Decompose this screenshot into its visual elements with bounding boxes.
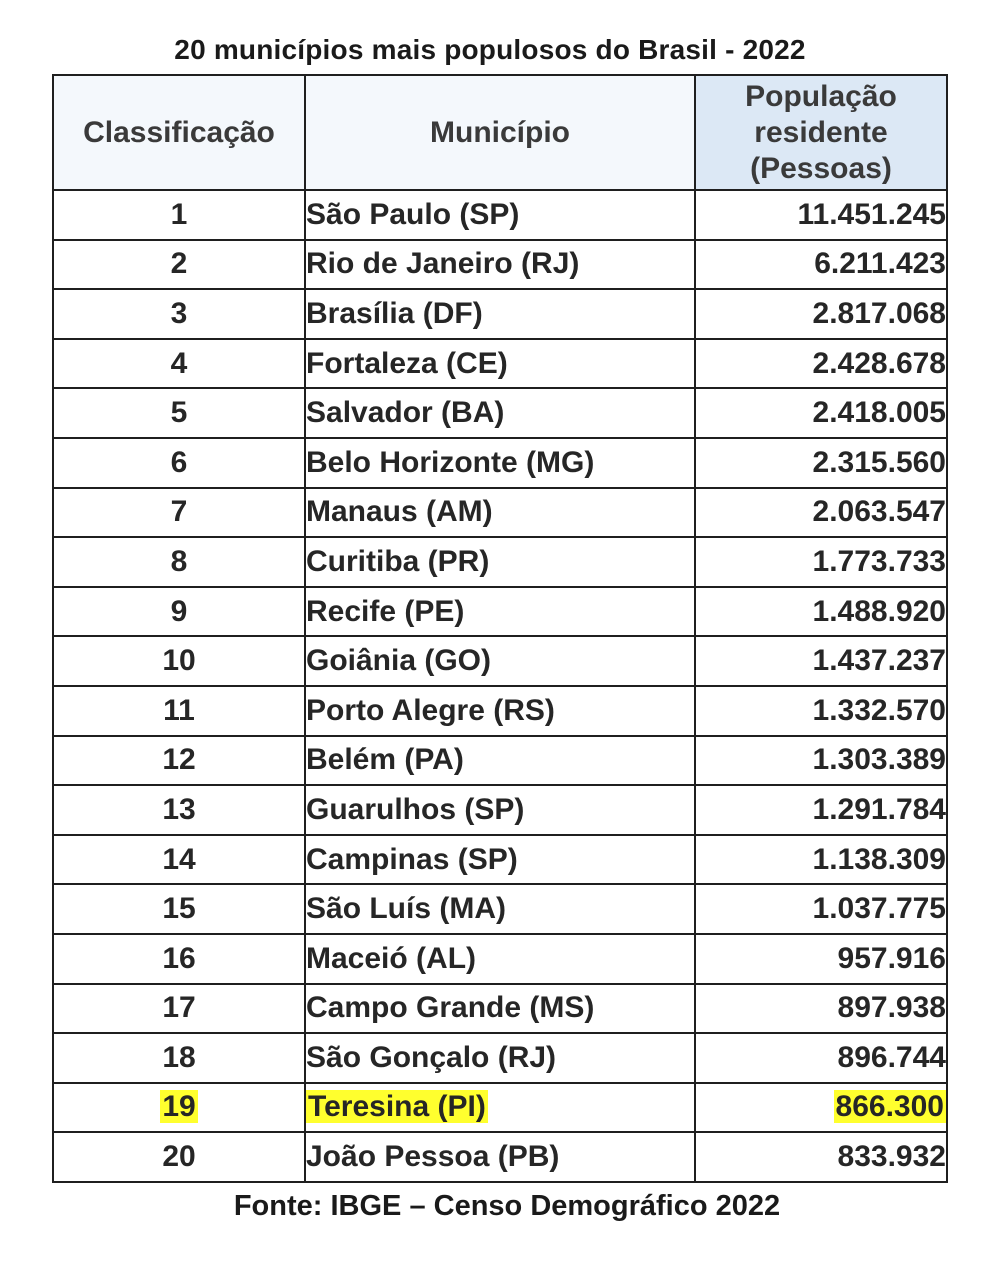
header-municipio: Município — [305, 75, 695, 190]
population-cell-text: 1.138.309 — [812, 842, 946, 876]
city-cell — [305, 1083, 695, 1133]
city-cell — [305, 289, 695, 339]
rank-cell-text: 8 — [170, 544, 188, 578]
city-cell-text: Belém (PA) — [306, 743, 464, 777]
city-cell — [305, 1033, 695, 1083]
table-row — [53, 587, 947, 637]
city-cell — [305, 438, 695, 488]
population-cell — [695, 884, 947, 934]
city-cell-text: Campinas (SP) — [306, 842, 518, 876]
city-cell — [305, 240, 695, 290]
rank-cell — [53, 339, 305, 389]
rank-cell — [53, 388, 305, 438]
city-cell — [305, 339, 695, 389]
table-row — [53, 1033, 947, 1083]
population-cell-text: 1.303.389 — [812, 743, 946, 777]
rank-cell-text: 6 — [170, 445, 188, 479]
table-row — [53, 537, 947, 587]
city-cell — [305, 835, 695, 885]
rank-cell-text: 13 — [162, 792, 196, 826]
rank-cell — [53, 438, 305, 488]
table-row — [53, 240, 947, 290]
rank-cell-text: 1 — [170, 197, 188, 231]
population-cell — [695, 240, 947, 290]
city-cell-text: Teresina (PI) — [308, 1090, 486, 1124]
rank-cell-text: 9 — [170, 594, 188, 628]
population-cell — [695, 289, 947, 339]
population-cell — [695, 438, 947, 488]
rank-cell-text: 12 — [162, 743, 196, 777]
city-cell-text: Recife (PE) — [306, 594, 465, 628]
city-cell-text: São Paulo (SP) — [306, 197, 520, 231]
table-row — [53, 289, 947, 339]
population-table — [52, 74, 948, 1183]
rank-cell — [53, 785, 305, 835]
population-cell — [695, 537, 947, 587]
city-cell-text: Maceió (AL) — [306, 941, 477, 975]
population-cell — [695, 636, 947, 686]
header-classificacao: Classificação — [53, 75, 305, 190]
population-cell — [695, 934, 947, 984]
rank-cell-text: 2 — [170, 247, 188, 281]
city-cell-text: São Luís (MA) — [306, 892, 506, 926]
header-populacao: População residente (Pessoas) — [695, 75, 947, 190]
rank-cell-text: 20 — [162, 1140, 196, 1174]
table-row — [53, 388, 947, 438]
table-row — [53, 438, 947, 488]
population-cell — [695, 587, 947, 637]
rank-cell — [53, 1033, 305, 1083]
table-body — [53, 190, 947, 1182]
rank-cell-text: 11 — [163, 693, 195, 727]
city-cell — [305, 934, 695, 984]
city-cell — [305, 686, 695, 736]
city-cell-text: Curitiba (PR) — [306, 544, 490, 578]
population-cell-text: 1.488.920 — [812, 594, 946, 628]
city-cell — [305, 388, 695, 438]
rank-cell — [53, 934, 305, 984]
rank-cell-text: 3 — [170, 296, 188, 330]
table-row — [53, 1083, 947, 1133]
city-cell-text: João Pessoa (PB) — [306, 1140, 560, 1174]
city-cell — [305, 785, 695, 835]
population-cell-text: 2.418.005 — [812, 396, 946, 430]
rank-cell — [53, 686, 305, 736]
city-cell-text: Fortaleza (CE) — [306, 346, 508, 380]
rank-cell — [53, 636, 305, 686]
city-cell-text: Brasília (DF) — [306, 296, 483, 330]
rank-cell — [53, 835, 305, 885]
population-cell-text: 1.291.784 — [812, 792, 946, 826]
city-cell — [305, 537, 695, 587]
city-cell — [305, 736, 695, 786]
rank-cell — [53, 537, 305, 587]
population-cell — [695, 686, 947, 736]
rank-cell-text: 5 — [170, 396, 188, 430]
city-cell-text: São Gonçalo (RJ) — [306, 1040, 557, 1074]
table-row — [53, 835, 947, 885]
population-cell-text: 11.451.245 — [797, 197, 946, 231]
population-cell-text: 957.916 — [837, 941, 946, 975]
table-row — [53, 934, 947, 984]
population-cell-text: 897.938 — [837, 991, 946, 1025]
rank-cell — [53, 1132, 305, 1182]
rank-cell-text: 14 — [162, 842, 196, 876]
population-cell-text: 2.315.560 — [812, 445, 946, 479]
population-cell-text: 1.437.237 — [812, 644, 946, 678]
rank-cell-text: 15 — [162, 892, 196, 926]
rank-cell — [53, 488, 305, 538]
population-cell — [695, 339, 947, 389]
table-row — [53, 984, 947, 1034]
population-cell — [695, 190, 947, 240]
table-row — [53, 190, 947, 240]
population-cell-text: 1.332.570 — [812, 693, 946, 727]
population-cell — [695, 736, 947, 786]
city-cell — [305, 1132, 695, 1182]
population-cell — [695, 785, 947, 835]
city-cell-text: Campo Grande (MS) — [306, 991, 595, 1025]
population-cell — [695, 1132, 947, 1182]
rank-cell-text: 17 — [162, 991, 196, 1025]
city-cell — [305, 636, 695, 686]
rank-cell — [53, 289, 305, 339]
city-cell-text: Porto Alegre (RS) — [306, 693, 555, 727]
source-note: Fonte: IBGE – Censo Demográfico 2022 — [233, 1190, 781, 1222]
rank-cell-text: 16 — [162, 941, 196, 975]
population-cell-text: 2.817.068 — [812, 296, 946, 330]
rank-cell — [53, 240, 305, 290]
population-cell-text: 6.211.423 — [814, 247, 946, 281]
rank-cell-text: 4 — [170, 346, 188, 380]
table-header-row — [53, 75, 947, 190]
city-cell-text: Manaus (AM) — [306, 495, 493, 529]
population-cell-text: 2.428.678 — [812, 346, 946, 380]
rank-cell — [53, 1083, 305, 1133]
population-cell — [695, 1083, 947, 1133]
page-title: 20 municípios mais populosos do Brasil - 2022 — [174, 34, 806, 65]
table-row — [53, 339, 947, 389]
population-cell — [695, 835, 947, 885]
table-row — [53, 785, 947, 835]
population-cell — [695, 488, 947, 538]
rank-cell — [53, 984, 305, 1034]
table-row — [53, 736, 947, 786]
city-cell-text: Rio de Janeiro (RJ) — [306, 247, 580, 281]
population-cell — [695, 1033, 947, 1083]
table-row — [53, 686, 947, 736]
rank-cell-text: 18 — [162, 1040, 196, 1074]
city-cell — [305, 984, 695, 1034]
city-cell-text: Belo Horizonte (MG) — [306, 445, 595, 479]
city-cell — [305, 587, 695, 637]
city-cell — [305, 884, 695, 934]
population-cell-text: 1.773.733 — [812, 544, 946, 578]
rank-cell — [53, 736, 305, 786]
table-row — [53, 636, 947, 686]
population-cell-text: 833.932 — [837, 1140, 946, 1174]
rank-cell-text: 7 — [170, 495, 188, 529]
population-cell-text: 1.037.775 — [812, 892, 946, 926]
population-cell-text: 896.744 — [837, 1040, 946, 1074]
population-cell — [695, 984, 947, 1034]
city-cell — [305, 190, 695, 240]
rank-cell — [53, 884, 305, 934]
rank-cell-text: 19 — [162, 1090, 196, 1124]
city-cell-text: Goiânia (GO) — [306, 644, 492, 678]
population-cell — [695, 388, 947, 438]
city-cell — [305, 488, 695, 538]
population-cell-text: 866.300 — [835, 1090, 944, 1124]
table-row — [53, 884, 947, 934]
rank-cell — [53, 587, 305, 637]
city-cell-text: Guarulhos (SP) — [306, 792, 525, 826]
rank-cell — [53, 190, 305, 240]
population-cell-text: 2.063.547 — [812, 495, 946, 529]
city-cell-text: Salvador (BA) — [306, 396, 505, 430]
table-row — [53, 488, 947, 538]
table-row — [53, 1132, 947, 1182]
rank-cell-text: 10 — [162, 644, 196, 678]
